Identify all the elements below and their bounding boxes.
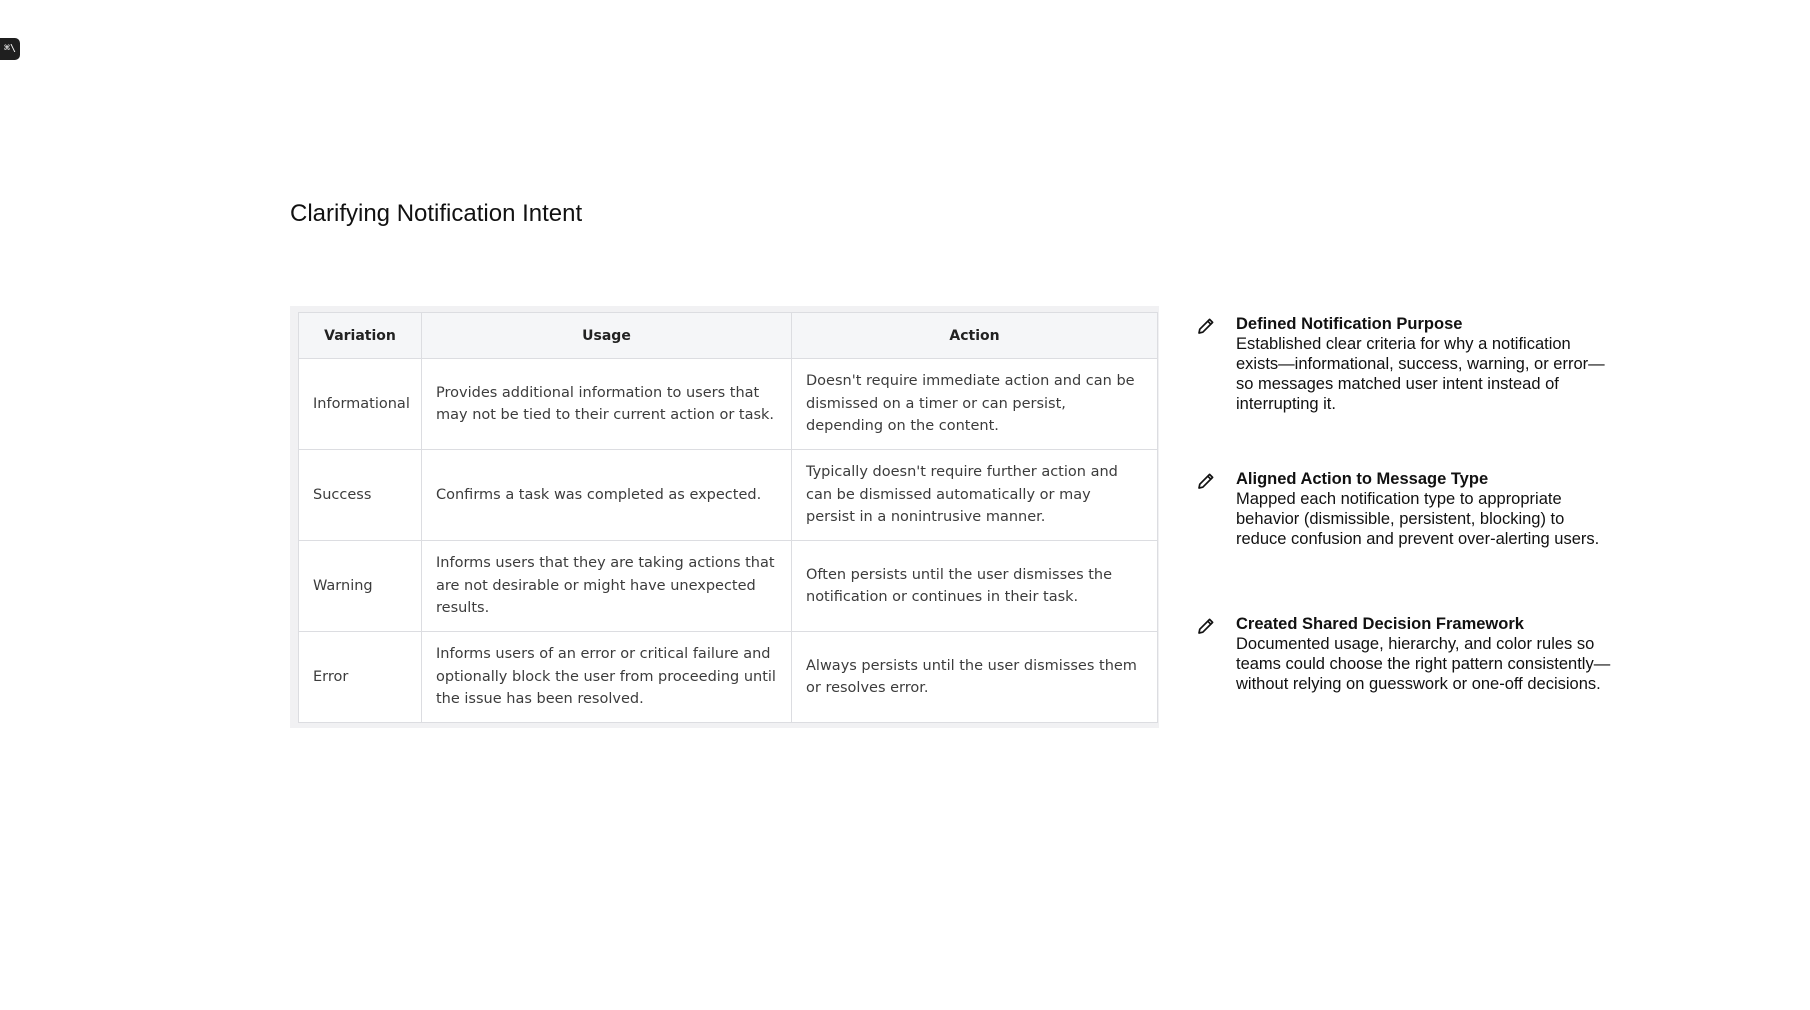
table-row	[299, 359, 1158, 450]
variation-cell: Success	[299, 450, 422, 541]
variation-cell: Warning	[299, 541, 422, 632]
usage-cell: Provides additional information to users that may not be tied to their current action or task.	[422, 359, 792, 450]
note-text: Mapped each notification type to appropriate behavior (dismissible, persistent, blocking) to reduce confusion and prevent over-alerting users.	[1236, 490, 1600, 548]
table-row	[299, 450, 1158, 541]
variation-cell: Error	[299, 632, 422, 723]
notification-variations-table	[298, 312, 1158, 723]
action-cell: Often persists until the user dismisses the notification or continues in their task.	[792, 541, 1158, 632]
column-header-action: Action	[792, 313, 1158, 359]
note-title: Defined Notification Purpose	[1236, 315, 1463, 333]
shortcut-tooltip-chip: ⌘\	[0, 38, 20, 60]
action-cell: Always persists until the user dismisses them or resolves error.	[792, 632, 1158, 723]
pencil-icon	[1196, 616, 1216, 636]
variation-cell: Informational	[299, 359, 422, 450]
usage-cell: Informs users that they are taking actions that are not desirable or might have unexpected results.	[422, 541, 792, 632]
action-cell: Doesn't require immediate action and can be dismissed on a timer or can persist, depending on the content.	[792, 359, 1158, 450]
column-header-usage: Usage	[422, 313, 792, 359]
note-text: Established clear criteria for why a notification exists—informational, success, warning, or error—so messages matched user intent instead of interrupting it.	[1236, 335, 1605, 413]
page-title: Clarifying Notification Intent	[290, 200, 583, 227]
column-header-variation: Variation	[299, 313, 422, 359]
usage-cell: Confirms a task was completed as expected.	[422, 450, 792, 541]
note-title: Aligned Action to Message Type	[1236, 470, 1489, 488]
table-row	[299, 541, 1158, 632]
pencil-icon	[1196, 471, 1216, 491]
table-row	[299, 632, 1158, 723]
notification-variations-table-image	[290, 306, 1159, 728]
table-header-row	[299, 313, 1158, 359]
note-title: Created Shared Decision Framework	[1236, 615, 1524, 633]
note-text: Documented usage, hierarchy, and color rules so teams could choose the right pattern consistently—without relying on guesswork or one-off decisions.	[1236, 635, 1611, 693]
pencil-icon	[1196, 316, 1216, 336]
action-cell: Typically doesn't require further action and can be dismissed automatically or may persist in a nonintrusive manner.	[792, 450, 1158, 541]
usage-cell: Informs users of an error or critical failure and optionally block the user from proceeding until the issue has been resolved.	[422, 632, 792, 723]
